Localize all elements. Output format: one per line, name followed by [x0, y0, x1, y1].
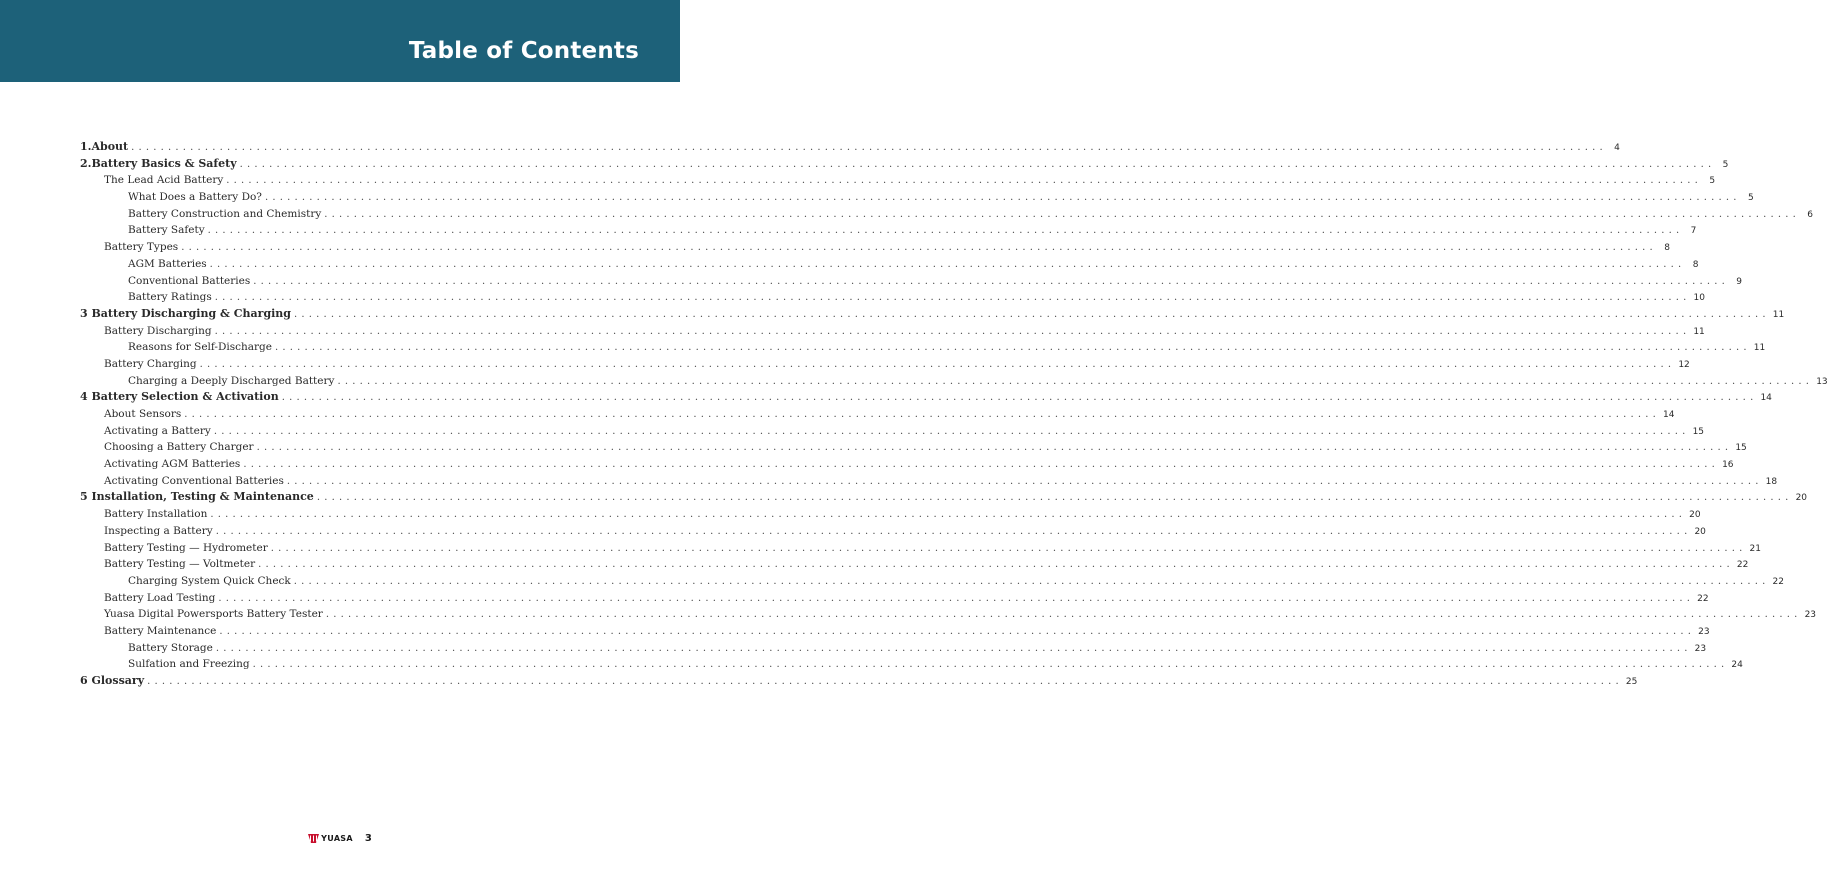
toc-entry-page: 6 [1800, 207, 1813, 224]
toc-entry-page: 15 [1732, 440, 1745, 457]
toc-entry[interactable] [80, 456, 1734, 473]
toc-entry[interactable] [80, 172, 1716, 189]
dot-leader: ........................................................................................................................................................................................................ [226, 175, 1703, 187]
toc-entry-page: 10 [1691, 290, 1704, 307]
dot-leader: ........................................................................................................................................................................................................ [294, 308, 1770, 320]
toc-entry-page: 5 [1715, 157, 1728, 174]
dot-leader: ........................................................................................................................................................................................................ [181, 242, 1657, 254]
toc-entry[interactable] [80, 139, 1620, 156]
toc-entry-page: 14 [1757, 390, 1770, 407]
toc-entry-page: 12 [1675, 357, 1688, 374]
toc-entry[interactable] [80, 606, 1817, 623]
dot-leader: ........................................................................................................................................................................................................ [214, 325, 1691, 337]
dot-leader: ........................................................................................................................................................................................................ [219, 625, 1696, 637]
toc-entry[interactable] [80, 489, 1808, 506]
toc-entry-label: Battery Ratings [128, 289, 215, 306]
toc-entry-label: Activating Conventional Batteries [104, 473, 287, 490]
header-banner [0, 0, 680, 82]
toc-entry-label: 5 Installation, Testing & Maintenance [80, 489, 317, 506]
toc-entry-label: 2.Battery Basics & Safety [80, 156, 240, 173]
dot-leader: ........................................................................................................................................................................................................ [131, 142, 1607, 153]
toc-entry-label: Activating AGM Batteries [104, 456, 243, 473]
toc-entry-label: Inspecting a Battery [104, 523, 216, 540]
toc-entry-label: Battery Storage [128, 640, 216, 657]
toc-entry-label: Battery Discharging [104, 323, 215, 340]
toc-entry[interactable] [80, 656, 1743, 673]
brand-name: YUASA [321, 833, 353, 843]
toc-entry-label: About Sensors [104, 406, 184, 423]
table-of-contents [80, 139, 1828, 690]
toc-entry-page: 23 [1802, 607, 1815, 624]
toc-entry-page: 11 [1751, 340, 1764, 357]
toc-entry[interactable] [80, 439, 1747, 456]
toc-entry-label: Conventional Batteries [128, 273, 253, 290]
toc-entry[interactable] [80, 389, 1772, 406]
toc-entry-label: What Does a Battery Do? [128, 189, 265, 206]
toc-entry-page: 11 [1690, 324, 1703, 341]
dot-leader: ........................................................................................................................................................................................................ [286, 475, 1763, 487]
toc-entry-label: Choosing a Battery Charger [104, 439, 257, 456]
dot-leader: ........................................................................................................................................................................................................ [214, 292, 1691, 304]
toc-entry-label: Charging System Quick Check [128, 573, 294, 590]
toc-entry[interactable] [80, 356, 1690, 373]
dot-leader: ........................................................................................................................................................................................................ [325, 609, 1802, 621]
dot-leader: ........................................................................................................................................................................................................ [210, 509, 1687, 521]
toc-entry-label: Battery Construction and Chemistry [128, 206, 324, 223]
dot-leader: ........................................................................................................................................................................................................ [213, 425, 1690, 437]
toc-entry-page: 5 [1741, 190, 1754, 207]
toc-entry-page: 22 [1694, 591, 1707, 608]
toc-entry[interactable] [80, 339, 1766, 356]
toc-entry-label: Charging a Deeply Discharged Battery [128, 373, 337, 390]
toc-entry[interactable] [80, 673, 1638, 690]
toc-entry[interactable] [80, 590, 1709, 607]
dot-leader: ........................................................................................................................................................................................................ [264, 192, 1741, 204]
toc-entry-label: Yuasa Digital Powersports Battery Tester [104, 606, 326, 623]
toc-entry[interactable] [80, 256, 1699, 273]
toc-entry[interactable] [80, 540, 1761, 557]
toc-entry-page: 21 [1746, 541, 1759, 558]
toc-entry-page: 24 [1728, 657, 1741, 674]
toc-entry[interactable] [80, 473, 1778, 490]
toc-entry-label: Activating a Battery [104, 423, 214, 440]
dot-leader: ........................................................................................................................................................................................................ [281, 392, 1758, 404]
dot-leader: ........................................................................................................................................................................................................ [218, 592, 1695, 604]
toc-entry-label: 3 Battery Discharging & Charging [80, 306, 294, 323]
toc-entry-page: 13 [1813, 374, 1826, 391]
toc-entry-page: 9 [1729, 274, 1742, 291]
toc-entry[interactable] [80, 423, 1705, 440]
dot-leader: ........................................................................................................................................................................................................ [270, 542, 1747, 554]
toc-entry-label: Reasons for Self-Discharge [128, 339, 275, 356]
toc-entry-page: 8 [1685, 257, 1698, 274]
dot-leader: ........................................................................................................................................................................................................ [256, 442, 1733, 454]
toc-entry-page: 20 [1686, 507, 1699, 524]
dot-leader: ........................................................................................................................................................................................................ [243, 459, 1720, 471]
toc-entry-page: 20 [1691, 524, 1704, 541]
toc-entry-label: 1.About [80, 139, 131, 156]
page-title: Table of Contents [408, 38, 639, 64]
toc-entry-page: 8 [1657, 240, 1670, 257]
dot-leader: ........................................................................................................................................................................................................ [239, 158, 1716, 170]
toc-entry-label: 4 Battery Selection & Activation [80, 389, 282, 406]
page-number: 3 [364, 832, 372, 844]
toc-entry-label: Battery Safety [128, 222, 208, 239]
toc-entry-label: Battery Maintenance [104, 623, 219, 640]
dot-leader: ........................................................................................................................................................................................................ [215, 525, 1692, 537]
page-footer [0, 830, 680, 846]
dot-leader: ........................................................................................................................................................................................................ [252, 659, 1729, 671]
toc-entry[interactable] [80, 206, 1814, 223]
toc-entry[interactable] [80, 239, 1670, 256]
dot-leader: ........................................................................................................................................................................................................ [275, 342, 1751, 354]
toc-entry-page: 11 [1770, 307, 1783, 324]
toc-entry-page: 25 [1623, 674, 1636, 691]
toc-entry-page: 14 [1660, 407, 1673, 424]
toc-entry-label: Battery Charging [104, 356, 200, 373]
toc-entry-page: 15 [1690, 424, 1703, 441]
toc-entry[interactable] [80, 623, 1710, 640]
toc-entry[interactable] [80, 406, 1675, 423]
dot-leader: ........................................................................................................................................................................................................ [316, 492, 1793, 504]
toc-entry[interactable] [80, 556, 1749, 573]
toc-entry[interactable] [80, 373, 1828, 390]
toc-entry[interactable] [80, 189, 1754, 206]
toc-entry[interactable] [80, 306, 1785, 323]
toc-entry[interactable] [80, 289, 1705, 306]
toc-entry-label: Sulfation and Freezing [128, 656, 253, 673]
toc-entry[interactable] [80, 222, 1697, 239]
dot-leader: ........................................................................................................................................................................................................ [337, 375, 1814, 387]
toc-entry-page: 16 [1719, 457, 1732, 474]
toc-entry-label: Battery Testing — Hydrometer [104, 540, 271, 557]
toc-entry[interactable] [80, 573, 1784, 590]
toc-entry-label: 6 Glossary [80, 673, 147, 690]
toc-entry-page: 18 [1763, 474, 1776, 491]
dot-leader: ........................................................................................................................................................................................................ [324, 208, 1801, 220]
yuasa-logo [308, 834, 353, 843]
dot-leader: ........................................................................................................................................................................................................ [147, 676, 1623, 687]
dot-leader: ........................................................................................................................................................................................................ [184, 409, 1660, 420]
dot-leader: ........................................................................................................................................................................................................ [253, 275, 1730, 287]
toc-entry-page: 4 [1607, 140, 1620, 157]
toc-entry-page: 22 [1734, 557, 1747, 574]
dot-leader: ........................................................................................................................................................................................................ [258, 559, 1734, 571]
dot-leader: ........................................................................................................................................................................................................ [199, 358, 1676, 370]
toc-entry[interactable] [80, 640, 1707, 657]
toc-entry-label: Battery Testing — Voltmeter [104, 556, 258, 573]
toc-entry-label: The Lead Acid Battery [104, 172, 226, 189]
toc-entry-page: 23 [1695, 624, 1708, 641]
toc-entry[interactable] [80, 523, 1706, 540]
dot-leader: ........................................................................................................................................................................................................ [293, 575, 1770, 587]
toc-entry-label: AGM Batteries [128, 256, 210, 273]
toc-entry[interactable] [80, 506, 1701, 523]
yuasa-logo-icon [308, 834, 319, 843]
toc-entry[interactable] [80, 323, 1705, 340]
toc-entry-page: 23 [1692, 641, 1705, 658]
toc-entry[interactable] [80, 156, 1729, 173]
toc-entry-label: Battery Installation [104, 506, 210, 523]
toc-entry-label: Battery Load Testing [104, 590, 218, 607]
toc-entry-page: 20 [1793, 490, 1806, 507]
dot-leader: ........................................................................................................................................................................................................ [207, 225, 1684, 237]
toc-entry[interactable] [80, 273, 1743, 290]
toc-entry-page: 7 [1683, 223, 1696, 240]
dot-leader: ........................................................................................................................................................................................................ [209, 258, 1686, 270]
toc-entry-label: Battery Types [104, 239, 181, 256]
toc-entry-page: 22 [1770, 574, 1783, 591]
dot-leader: ........................................................................................................................................................................................................ [215, 642, 1692, 654]
toc-entry-page: 5 [1702, 173, 1715, 190]
